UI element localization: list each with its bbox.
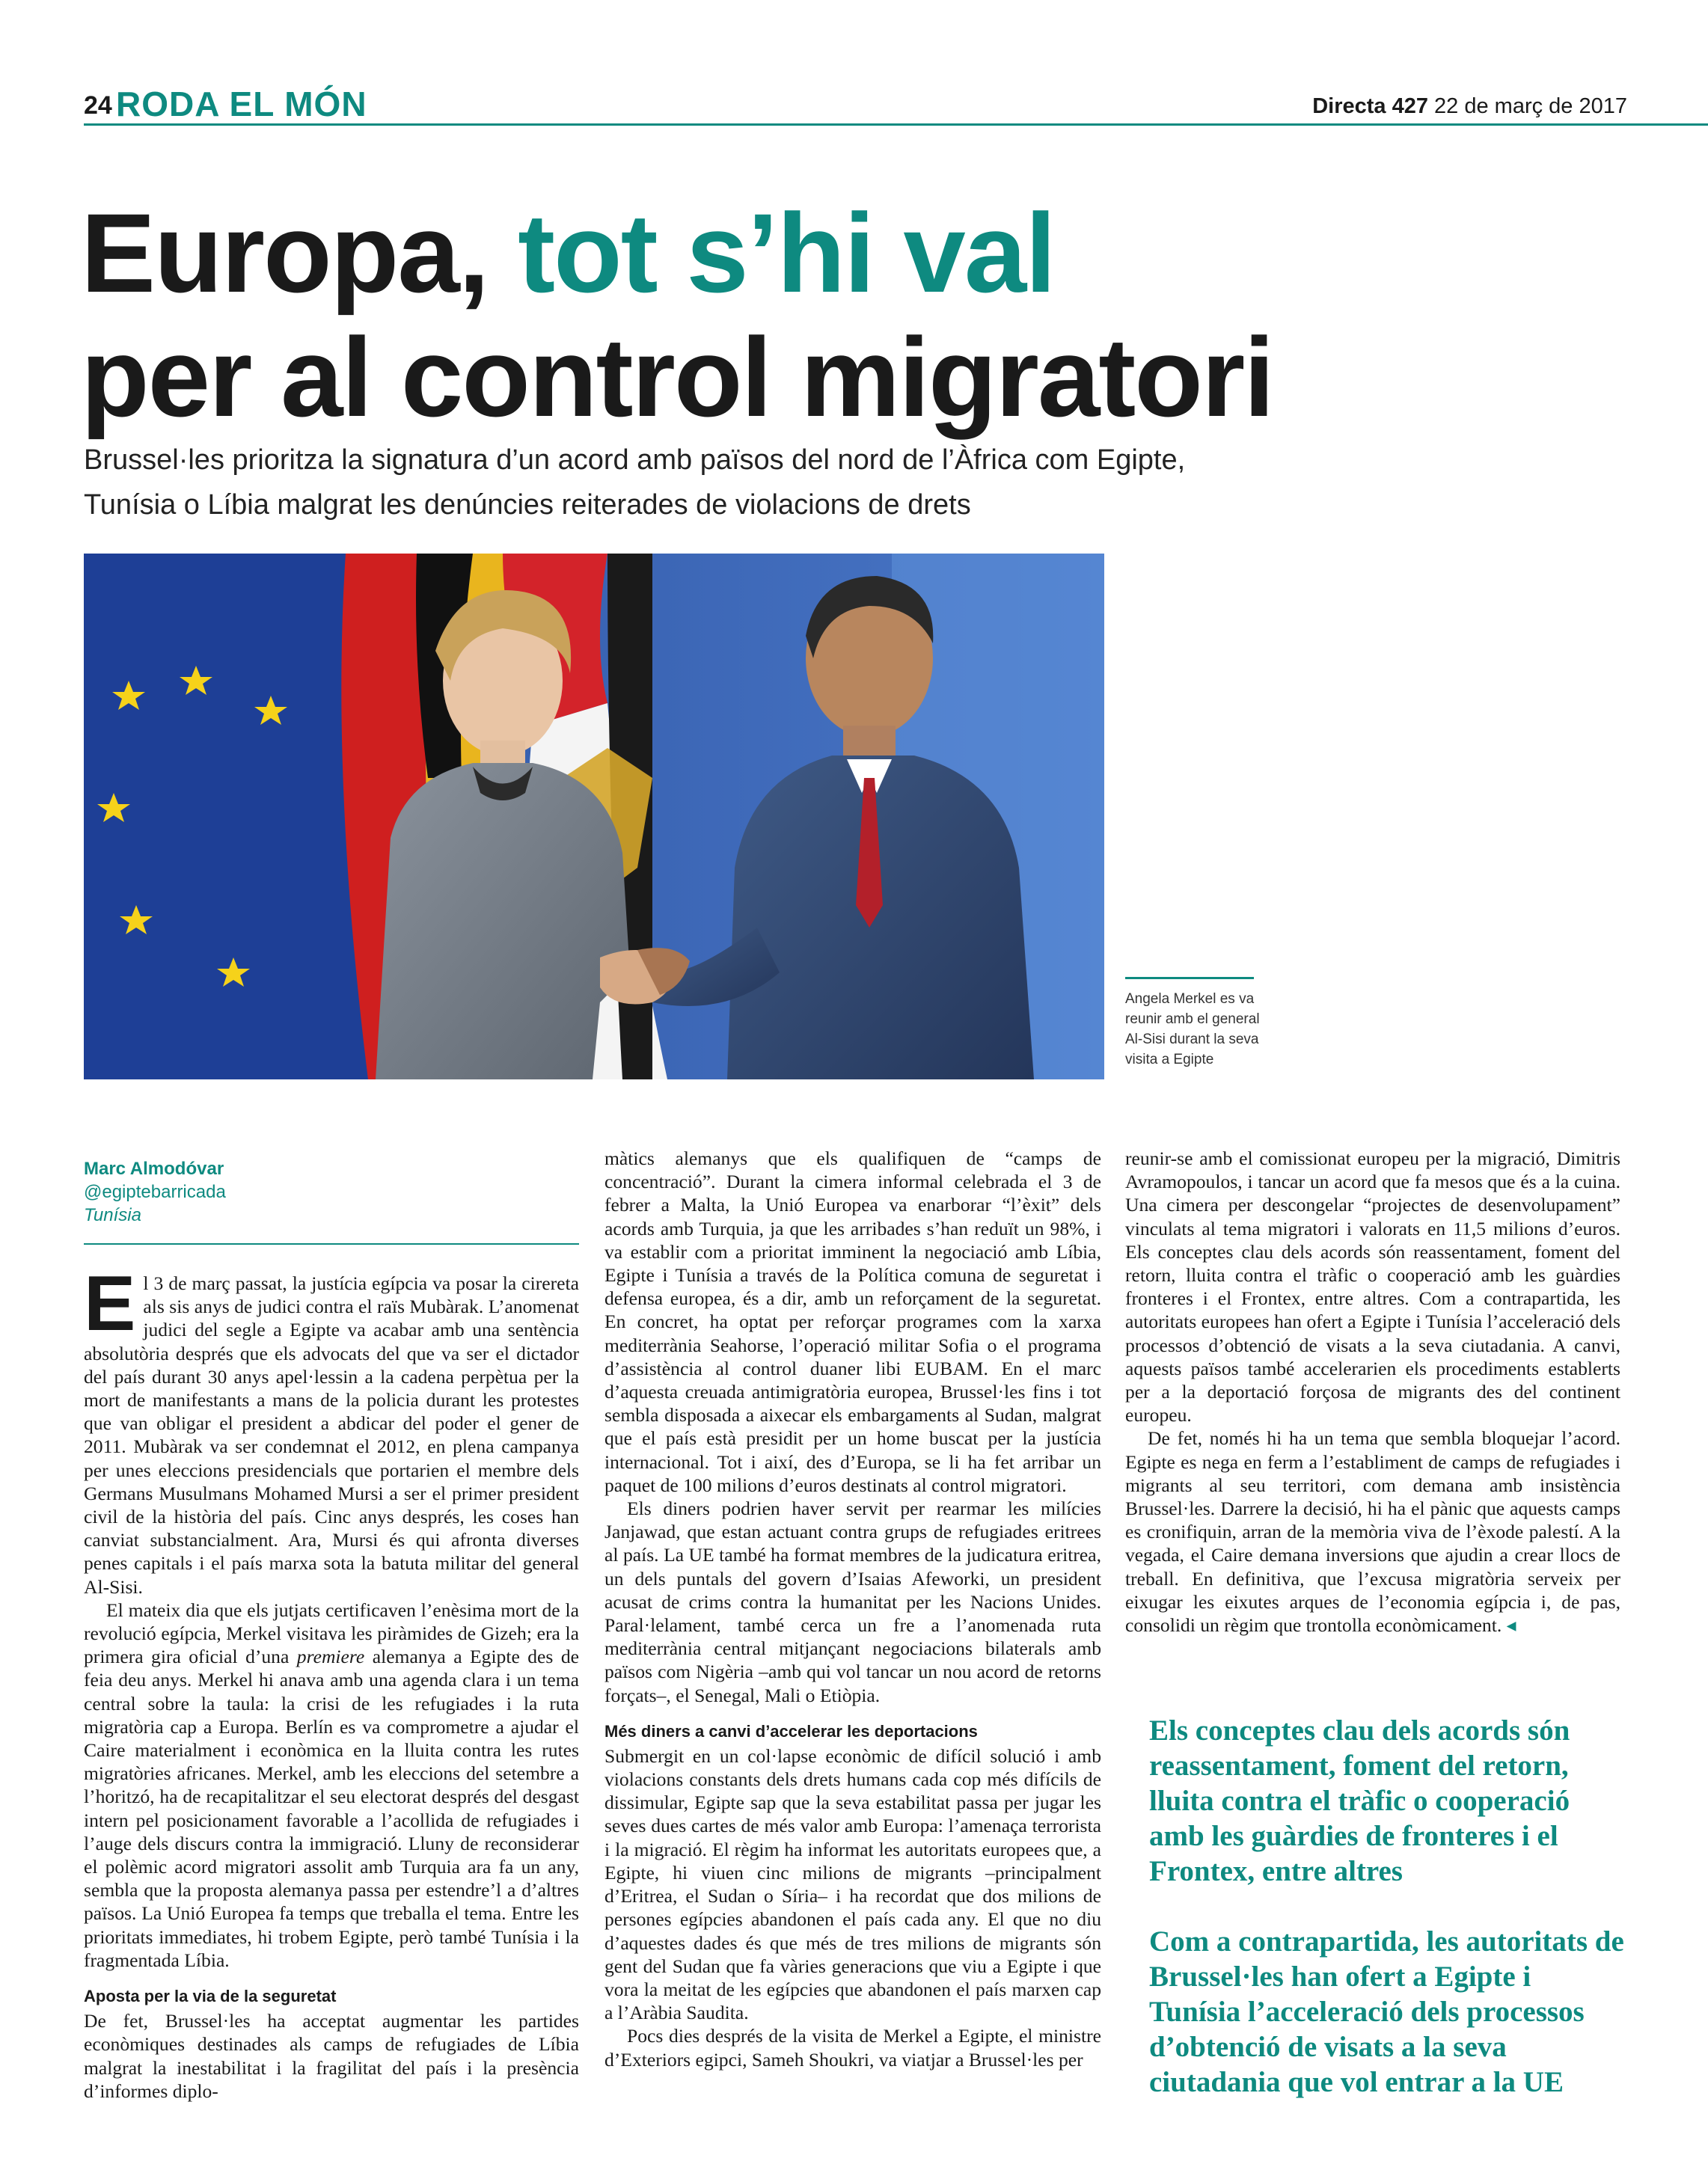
- article-column-2: [604, 1147, 1101, 2071]
- publication-info: [1312, 94, 1627, 119]
- paragraph-text: l 3 de març passat, la justícia egípcia va posar la cirereta als sis anys de judici contra el raïs Mubàrak. L’anomenat judici del segle a Egipte va acabar amb una sentència absolutòria després que els advocats del que va ser el dictador del país durant 30 anys apel·lessin a la cadena perpètua per la mort de manifestants a mans de la policia durant les protestes que van obligar el president a abdicar del poder el gener de 2011. Mubàrak va ser condemnat el 2012, en plena campanya per unes eleccions presidencials que portarien el membre dels Germans Musulmans Mohamed Mursi a ser el primer president civil de la història del país. Cinc anys després, les coses han canviat substancialment. Ara, Mursi és qui afronta diverses penes capitals i el país marxa sota la batuta militar del general Al-Sisi.: [84, 1272, 579, 1598]
- photo-caption: Angela Merkel es va reunir amb el general Al-Sisi durant la seva visita a Egipte: [1125, 991, 1260, 1067]
- byline-rule: [84, 1243, 579, 1245]
- paragraph: màtics alemanys que els qualifiquen de “camps de concentració”. Durant la cimera informal celebrada el 3 de febrer a Malta, la Unió Europea va enarborar “l’èxit” dels acords amb Turquia, ja que les arribades s’han reduït un 98%, i va establir com a prioritat imminent la negociació amb Líbia, Egipte i Tunísia a través de la Política comuna de seguretat i defensa europea, és a dir, amb un reforçament de la seguretat. En concret, ha optat per reforçar programes com la xarxa mediterrània Seahorse, l’operació militar Sofia o el programa d’assistència al control duaner libi EUBAM. En el marc d’aquesta creuada antimigratòria europea, Brussel·les fins i tot sembla disposada a aixecar els embargaments al Sudan, malgrat que el país està presidit per un home buscat per la justícia internacional. Tot i així, des d’Europa, se li ha fet arribar un paquet de 100 milions d’euros destinats al control migratori.: [604, 1147, 1101, 1496]
- paragraph: [84, 1260, 579, 1599]
- italic-term: premiere: [296, 1646, 365, 1668]
- drop-cap: E: [84, 1260, 136, 1347]
- subhead-line2: Tunísia o Líbia malgrat les denúncies reiterades de violacions de drets: [84, 489, 971, 521]
- paragraph-text: alemanya a Egipte des de feia deu anys. Merkel hi anava amb una agenda clara i un tema central sobre la taula: la crisi de les refugiades i la ruta migratòria cap a Europa. Berlín es va comprometre a ajudar el Caire materialment i econòmica en la lluita contra les rutes migratòries africanes. Merkel, amb les eleccions del setembre a l’horitzó, ha de recapitalitzar el seu electorat després del desgast intern pel posicionament favorable a l’acollida de refugiades i l’auge dels discurs contra la immigració. Lluny de reconsiderar el polèmic acord migratori assolit amb Turquia ara fa un any, sembla que la proposta alemanya passa per estendre’l a d’altres països. La Unió Europea fa temps que treballa el tema. Entre les prioritats immediates, hi trobem Egipte, però també Tunísia i la fragmentada Líbia.: [84, 1646, 579, 1971]
- eu-flag: [84, 554, 368, 1079]
- section-heading: Més diners a canvi d’accelerar les deportacions: [604, 1721, 978, 1741]
- end-mark-icon: ◂: [1506, 1614, 1516, 1637]
- pull-quote-2: Com a contrapartida, les autoritats de Brussel·les han ofert a Egipte i Tunísia l’acceleració dels processos d’obtenció de visats a la seva ciutadania que vol entrar a la UE: [1149, 1925, 1624, 2098]
- paragraph-text: De fet, només hi ha un tema que sembla bloquejar l’acord. Egipte es nega en ferm a l’establiment de camps de refugiades i migrants al seu territori, com demana amb insistència Brussel·les. Darrere la decisió, hi ha el pànic que aquests camps es cronifiquin, arran de la memòria viva de l’èxode palestí. A la vegada, el Caire demana inversions que ajudin a crear llocs de treball. En definitiva, que l’excusa migratòria serveix per eixugar les eixutes arques de l’economia egípcia i, de pas, consolidi un règim que trontolla econòmicament.: [1125, 1427, 1620, 1637]
- caption-rule: [1125, 977, 1254, 979]
- article-column-1: [84, 1260, 579, 2103]
- paragraph: [84, 1599, 579, 1972]
- paragraph: Submergit en un col·lapse econòmic de difícil solució i amb violacions constants dels drets humans cada cop més difícils de dissimular, Egipte sap que la seva estabilitat passa per jugar les seves dues cartes de més valor amb Europa: l’amenaça terrorista i la migració. El règim ha informat les autoritats europees que, a Egipte, hi viuen cinc milions de migrants –principalment d’Eritrea, el Sudan o Síria– i ha recordat que dos milions de persones egípcies abandonen el país cada any. El que no diu d’aquestes dades és que més de tres milions de migrants són gent del Sudan que fa vàries generacions que viu a Egipte i que vora la meitat de les egípcies que abandonen el país marxen cap a l’Aràbia Saudita.: [604, 1744, 1101, 2024]
- article-column-3: [1125, 1147, 1620, 1637]
- subheadline: [84, 438, 1281, 527]
- headline: [81, 191, 1502, 439]
- byline-author: Marc Almodóvar: [84, 1159, 224, 1179]
- paragraph-text: El mateix dia que els jutjats certificaven l’enèsima mort de la revolució egípcia, Merkel visitava les piràmides de Gizeh; era la primera gira oficial d’una: [84, 1599, 579, 1668]
- paragraph: De fet, Brussel·les ha acceptat augmentar les partides econòmiques destinades als camps de refugiades de Líbia malgrat la inestabilitat i la fragilitat del país i la presència d’informes diplo-: [84, 2010, 579, 2102]
- subhead-line1: Brussel·les prioritza la signatura d’un acord amb països del nord de l’Àfrica com Egipte,: [84, 444, 1186, 476]
- byline-location: Tunísia: [84, 1205, 141, 1225]
- paragraph: Els diners podrien haver servit per rearmar les milícies Janjawad, que estan actuant contra grups de refugiades eritrees al país. La UE també ha format membres de la judicatura eritrea, un dels puntals del govern d’Isaias Afeworki, un president acusat de crims contra la humanitat per les Nacions Unides. Paral·lelament, també cerca un fre a l’anomenada ruta mediterrània central mitjançant negociacions bilaterals amb països com Nigèria –amb qui vol tancar un nou acord de retorns forçats–, el Senegal, Mali o Etiòpia.: [604, 1498, 1101, 1706]
- header-rule: [84, 123, 1708, 126]
- byline: [84, 1157, 578, 1227]
- section-heading: Aposta per la via de la seguretat: [84, 1987, 337, 2006]
- headline-part2: per al control migratori: [81, 314, 1273, 440]
- paragraph: reunir-se amb el comissionat europeu per la migració, Dimitris Avramopoulos, i tancar un acord que fa mesos que és a la cuina. Una cimera per descongelar “projectes de desenvolupament” vinculats al tema migratori i valorats en 11,5 milions d’euros. Els conceptes clau dels acords són reassentament, foment del retorn, lluita contra el tràfic o cooperació amb les guàrdies fronteres i el Frontex, entre altres. Com a contrapartida, les autoritats europees han ofert a Egipte i Tunísia l’acceleració dels processos d’obtenció de visats a la seva ciutadania. A canvi, aquests països també accelerarien els procediments establerts per a la deportació forçosa de migrants des del continent europeu.: [1125, 1147, 1620, 1426]
- page-number: 24: [84, 91, 112, 120]
- section-title: RODA EL MÓN: [116, 85, 367, 123]
- headline-part1: Europa,: [81, 190, 489, 316]
- photo-illustration: [84, 554, 1104, 1079]
- paragraph: Pocs dies després de la visita de Merkel a Egipte, el ministre d’Exteriors egipci, Sameh Shoukri, va viatjar a Brussel·les per: [604, 2025, 1101, 2071]
- headline-accent: tot s’hi val: [518, 190, 1055, 316]
- article-photo: [84, 554, 1104, 1079]
- pull-quote-1: Els conceptes clau dels acords són reassentament, foment del retorn, lluita contra el tràfic o cooperació amb les guàrdies de fronteres i el Frontex, entre altres: [1149, 1714, 1570, 1887]
- publication-date: 22 de març de 2017: [1434, 94, 1627, 118]
- paragraph: [1125, 1426, 1620, 1637]
- publication-name: Directa 427: [1312, 94, 1428, 118]
- byline-handle: @egiptebarricada: [84, 1182, 226, 1202]
